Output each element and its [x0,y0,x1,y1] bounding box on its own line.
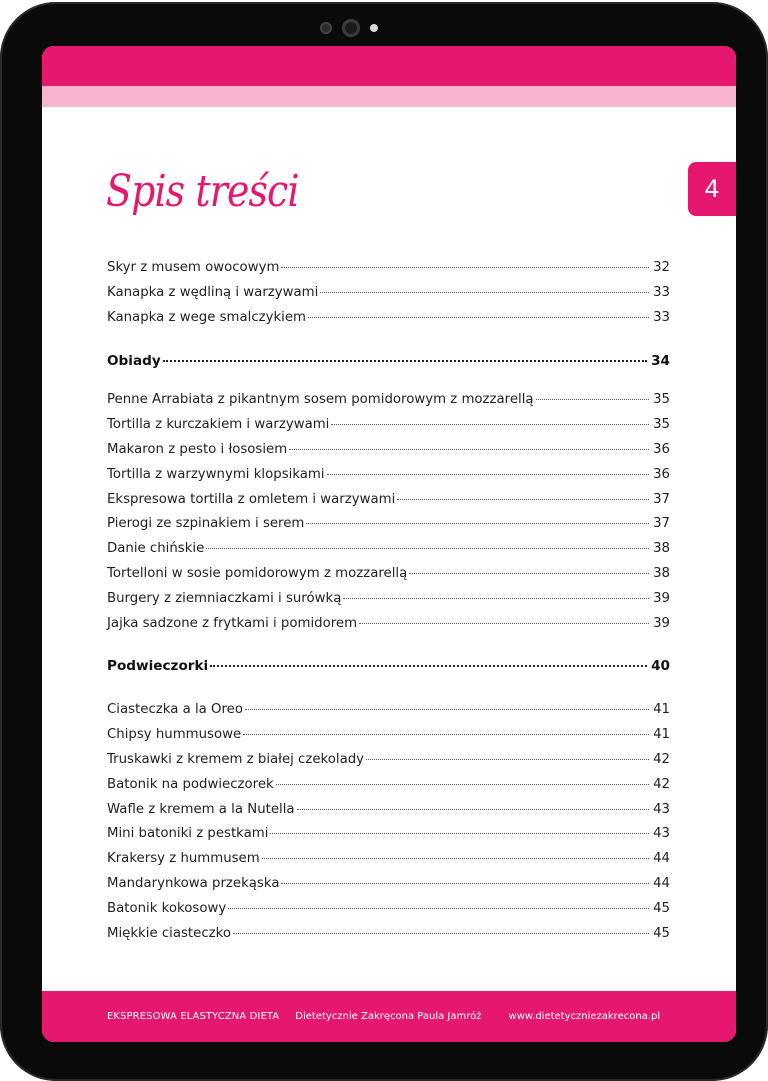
tablet-frame [0,2,768,1081]
leader-dots [243,734,649,735]
toc-section-obiady [107,353,670,378]
toc-entry[interactable] [107,901,670,926]
header-band-light [42,86,736,107]
toc-entry-label: Penne Arrabiata z pikantnym sosem pomidorowym z mozzarellą [107,392,534,407]
toc-entry-page: 33 [653,284,670,300]
leader-dots [320,292,649,293]
toc-entry-label: Tortilla z warzywnymi klopsikami [107,466,325,482]
footer-band [42,991,736,1042]
leader-dots [536,399,650,400]
leader-dots [289,449,649,450]
leader-dots [359,623,649,624]
toc-entry-page: 42 [653,751,670,767]
leader-dots [210,665,647,667]
footer-author: Dietetycznie Zakręcona Paula Jamróż [295,1011,482,1022]
toc-entry[interactable] [107,826,670,851]
toc-entry-label: Miękkie ciasteczko [107,926,231,942]
toc-entry-page: 41 [653,702,670,717]
leader-dots [228,908,649,909]
toc-entry-page: 39 [653,616,670,632]
toc-entry-label: Mandarynkowa przekąska [107,876,280,892]
toc-entry-page: 44 [653,876,670,892]
leader-dots [245,709,649,710]
toc-section-label: Obiady [107,353,161,369]
leader-dots [409,573,649,574]
toc-entry-page: 45 [653,901,670,917]
page-number-tab: 4 [688,162,736,216]
toc-entry[interactable] [107,417,670,442]
leader-dots [366,759,649,760]
toc-entry-label: Truskawki z kremem z białej czekolady [107,751,365,767]
toc-entry-page: 38 [653,566,670,582]
toc-entry[interactable] [107,442,670,467]
sensor-icon [320,22,332,34]
toc-entry-label: Batonik na podwieczorek [107,776,274,792]
toc-entry-page: 37 [653,516,670,532]
toc-entry-label: Kanapka z wege smalczykiem [107,309,307,325]
toc-entry-label: Ekspresowa tortilla z omletem i warzywami [107,491,396,507]
toc-section-row[interactable] [107,658,670,683]
toc-group-breakfast [107,260,670,335]
toc-entry-page: 33 [653,309,670,325]
footer-website[interactable]: www.dietetyczniezakrecona.pl [508,1011,661,1022]
toc-entry-page: 44 [653,851,670,867]
toc-section-label: Podwieczorki [107,658,209,674]
toc-entry-page: 37 [653,491,670,507]
page-title: Spis treści [106,166,299,217]
header-band [42,46,736,86]
toc-entry[interactable] [107,392,670,417]
toc-entry-page: 43 [653,801,670,817]
toc-entry-label: Chipsy hummusowe [107,726,242,742]
camera-icon [342,19,360,37]
toc-entry-label: Tortilla z kurczakiem i warzywami [107,416,330,432]
leader-dots [270,833,649,834]
toc-entry-page: 39 [653,591,670,607]
toc-group-obiady [107,392,670,641]
toc-entry[interactable] [107,285,670,310]
toc-entry-label: Kanapka z wędliną i warzywami [107,284,319,300]
leader-dots [163,360,647,362]
toc-entry-page: 35 [653,416,670,432]
toc-entry[interactable] [107,752,670,777]
toc-entry-page: 45 [653,926,670,942]
leader-dots [343,598,649,599]
toc-entry[interactable] [107,566,670,591]
toc-entry-label: Skyr z musem owocowym [107,260,280,275]
toc-entry[interactable] [107,926,670,951]
toc-entry-label: Danie chińskie [107,541,205,557]
toc-entry[interactable] [107,802,670,827]
leader-dots [281,883,649,884]
document-page [42,46,736,1042]
leader-dots [327,474,649,475]
footer-program: EKSPRESOWA ELASTYCZNA DIETA [107,1011,280,1022]
toc-entry-label: Jajka sadzone z frytkami i pomidorem [107,616,358,632]
toc-entry-page: 41 [653,726,670,742]
toc-entry-page: 43 [653,826,670,842]
toc-entry[interactable] [107,876,670,901]
toc-entry-label: Krakersy z hummusem [107,851,260,867]
toc-section-row[interactable] [107,353,670,378]
toc-entry[interactable] [107,851,670,876]
toc-entry[interactable] [107,260,670,285]
toc-entry[interactable] [107,727,670,752]
toc-entry-label: Burgery z ziemniaczkami i surówką [107,591,342,607]
leader-dots [262,858,649,859]
leader-dots [397,499,649,500]
toc-entry[interactable] [107,541,670,566]
toc-entry-label: Pierogi ze szpinakiem i serem [107,516,305,532]
toc-entry-label: Tortelloni w sosie pomidorowym z mozzarellą [107,566,408,582]
toc-group-podwieczorki [107,702,670,951]
toc-entry-page: 42 [653,776,670,792]
toc-entry-page: 36 [653,466,670,482]
toc-entry-label: Makaron z pesto i łososiem [107,441,288,457]
leader-dots [233,933,649,934]
toc-entry-label: Ciasteczka a la Oreo [107,702,243,717]
leader-dots [297,809,650,810]
toc-entry[interactable] [107,516,670,541]
toc-entry[interactable] [107,310,670,335]
leader-dots [281,267,649,268]
toc-entry-page: 32 [653,260,670,275]
toc-entry[interactable] [107,467,670,492]
toc-entry[interactable] [107,492,670,517]
toc-section-page: 40 [651,658,670,674]
leader-dots [206,548,649,549]
leader-dots [331,424,649,425]
toc-entry-page: 38 [653,541,670,557]
toc-entry[interactable] [107,702,670,727]
toc-entry-page: 35 [653,392,670,407]
camera-bar [320,19,400,37]
toc-section-page: 34 [651,353,670,369]
leader-dots [276,784,649,785]
leader-dots [308,317,649,318]
light-sensor-icon [370,24,378,32]
toc-entry[interactable] [107,616,670,641]
toc-entry[interactable] [107,591,670,616]
toc-entry[interactable] [107,777,670,802]
toc-entry-page: 36 [653,441,670,457]
toc-entry-label: Batonik kokosowy [107,901,227,917]
toc-entry-label: Mini batoniki z pestkami [107,826,269,842]
toc-section-podwieczorki [107,658,670,683]
toc-entry-label: Wafle z kremem a la Nutella [107,801,295,817]
leader-dots [306,523,649,524]
